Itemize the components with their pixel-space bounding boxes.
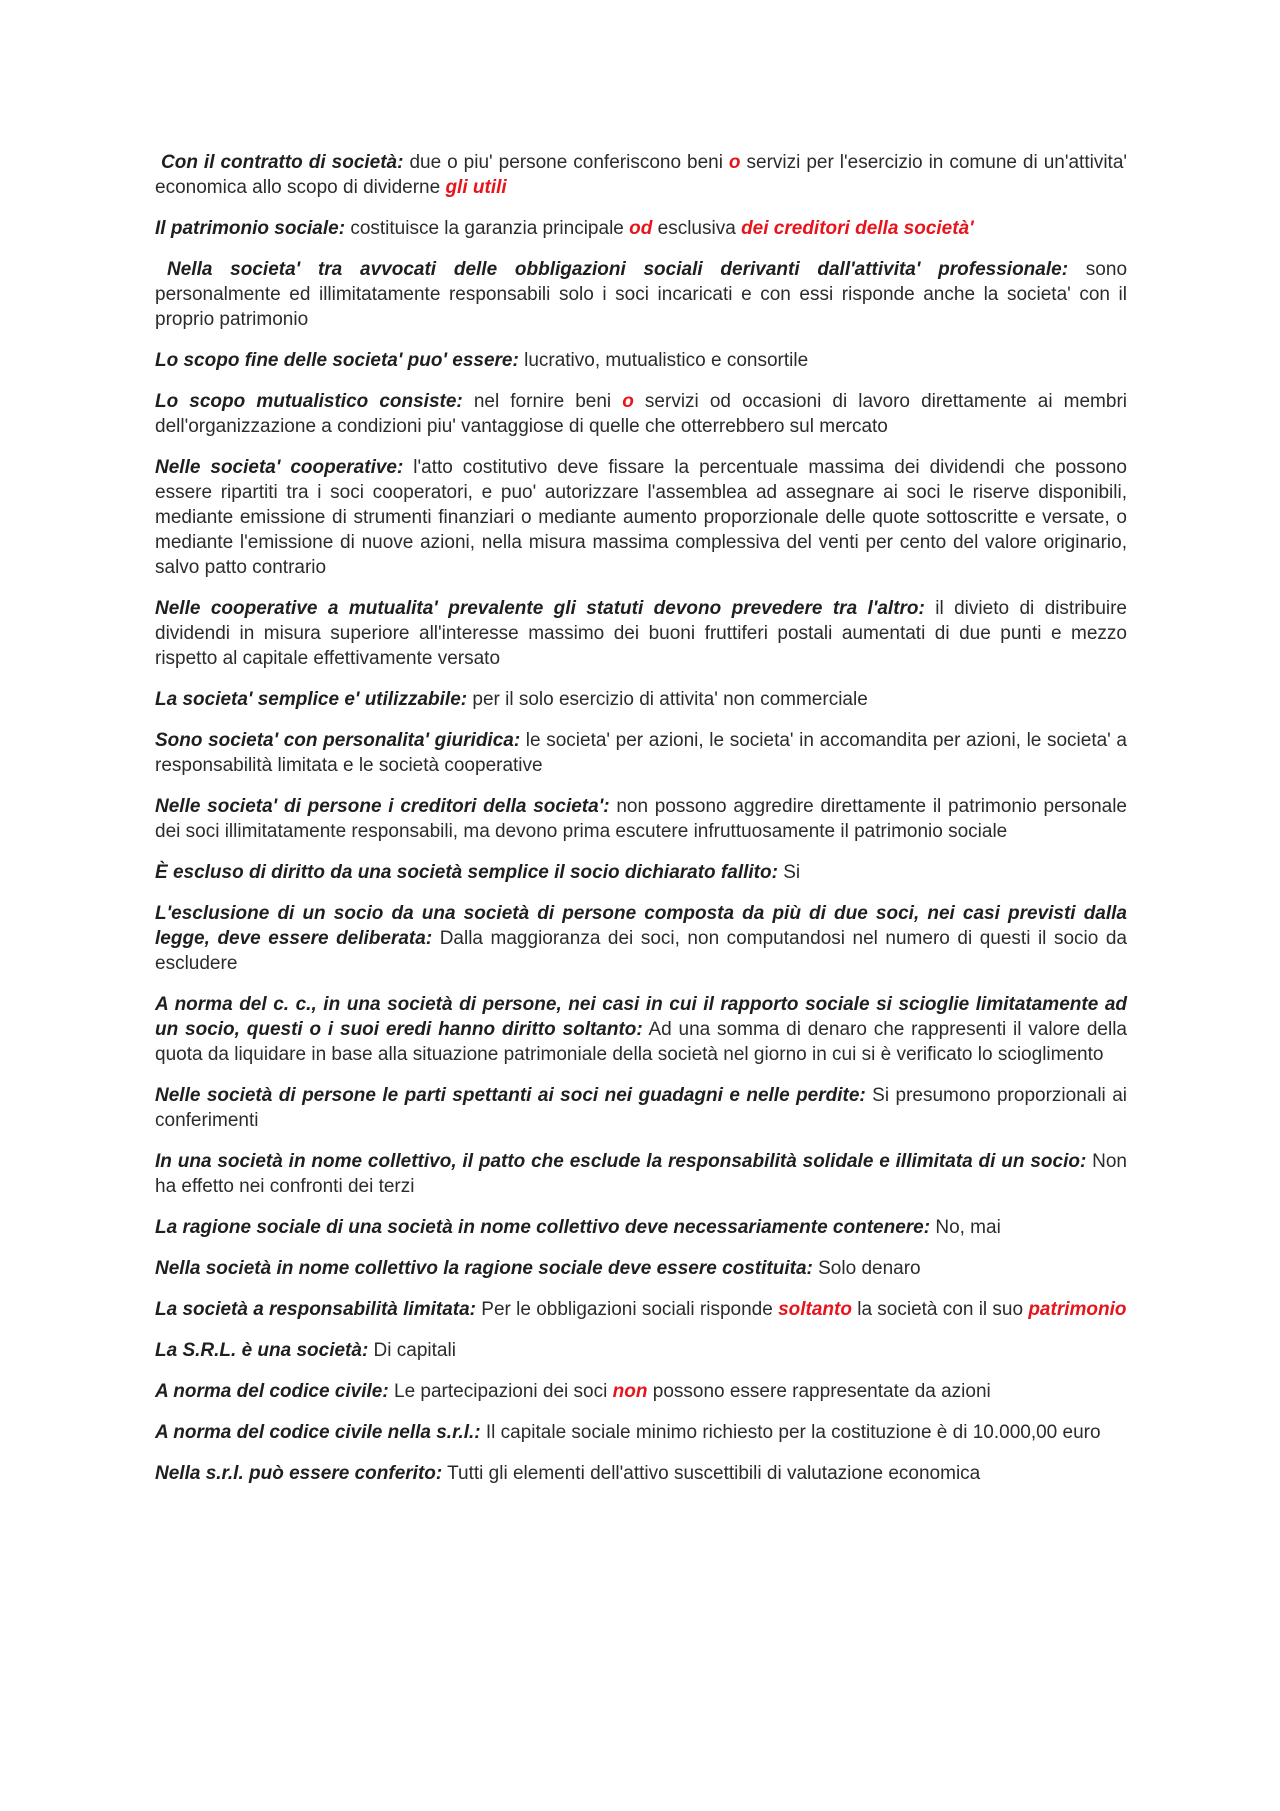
question-label: L'esclusione di un socio da una società di persone composta da più di due soci, nei casi previsti dalla legge, deve essere deliberata: (155, 903, 1127, 949)
question-label: Nelle cooperative a mutualita' prevalente gli statuti devono prevedere tra l'altro: (155, 598, 925, 619)
qa-paragraph (155, 1297, 1127, 1322)
highlighted-keyword: patrimonio (1028, 1299, 1127, 1320)
answer-text: possono essere rappresentate da azioni (647, 1381, 991, 1402)
qa-paragraph (155, 860, 1127, 885)
qa-paragraph (155, 1083, 1127, 1133)
question-label: Nelle società di persone le parti spettanti ai soci nei guadagni e nelle perdite: (155, 1085, 866, 1106)
highlighted-keyword: o (728, 152, 741, 173)
answer-text: lucrativo, mutualistico e consortile (518, 350, 809, 371)
qa-paragraph (155, 1338, 1127, 1363)
qa-paragraph (155, 728, 1127, 778)
qa-paragraph (155, 1461, 1127, 1486)
highlighted-keyword: dei creditori della società' (741, 218, 974, 239)
answer-text: Si presumono proporzionali ai conferimenti (155, 1085, 1127, 1131)
answer-text: No, mai (930, 1217, 1001, 1238)
question-label: Nella società in nome collettivo la ragione sociale deve essere costituita: (155, 1258, 813, 1279)
answer-text: le societa' per azioni, le societa' in accomandita per azioni, le societa' a responsabilità limitata e le società cooperative (155, 730, 1127, 776)
highlighted-keyword: gli utili (445, 177, 507, 198)
question-label: La S.R.L. è una società: (155, 1340, 369, 1361)
question-label: La ragione sociale di una società in nome collettivo deve necessariamente contenere: (155, 1217, 931, 1238)
qa-paragraph (155, 1420, 1127, 1445)
qa-paragraph (155, 1215, 1127, 1240)
qa-paragraph (155, 1256, 1127, 1281)
answer-text: Tutti gli elementi dell'attivo suscettibili di valutazione economica (442, 1463, 981, 1484)
answer-text: nel fornire beni (462, 391, 623, 412)
question-label: A norma del codice civile nella s.r.l.: (155, 1422, 481, 1443)
answer-text: Non ha effetto nei confronti dei terzi (155, 1151, 1127, 1197)
qa-paragraph (155, 389, 1127, 439)
question-label: È escluso di diritto da una società semplice il socio dichiarato fallito: (155, 862, 778, 883)
highlighted-keyword: soltanto (778, 1299, 852, 1320)
question-label: La societa' semplice e' utilizzabile: (155, 689, 468, 710)
highlighted-keyword: od (629, 218, 653, 239)
question-label: In una società in nome collettivo, il patto che esclude la responsabilità solidale e illimitata di un socio: (155, 1151, 1087, 1172)
question-label: Nella s.r.l. può essere conferito: (155, 1463, 443, 1484)
qa-paragraph (155, 455, 1127, 580)
answer-text: Per le obbligazioni sociali risponde (476, 1299, 779, 1320)
qa-paragraph (155, 687, 1127, 712)
question-label: Lo scopo fine delle societa' puo' essere: (155, 350, 519, 371)
question-label: Con il contratto di società: (161, 152, 404, 173)
question-label: Lo scopo mutualistico consiste: (155, 391, 463, 412)
qa-paragraph (155, 257, 1127, 332)
highlighted-keyword: non (612, 1381, 648, 1402)
answer-text: sono personalmente ed illimitatamente responsabili solo i soci incaricati e con essi risponde anche la societa' con il proprio patrimonio (155, 259, 1128, 330)
answer-text: servizi per l'esercizio in comune di un'attivita' economica allo scopo di dividerne (155, 152, 1128, 198)
question-label: Nelle societa' di persone i creditori della societa': (155, 796, 610, 817)
answer-text: due o piu' persone conferiscono beni (403, 152, 729, 173)
qa-paragraph (155, 150, 1127, 200)
question-label: Sono societa' con personalita' giuridica: (155, 730, 521, 751)
answer-text: Dalla maggioranza dei soci, non computandosi nel numero di questi il socio da escludere (155, 928, 1127, 974)
highlighted-keyword: o (622, 391, 634, 412)
qa-paragraph (155, 348, 1127, 373)
qa-paragraph (155, 1379, 1127, 1404)
answer-text: Ad una somma di denaro che rappresenti il valore della quota da liquidare in base alla situazione patrimoniale della società nel giorno in cui si è verificato lo scioglimento (155, 1019, 1127, 1065)
answer-text: Si (777, 862, 801, 883)
document-page (155, 150, 1127, 1502)
qa-paragraph (155, 992, 1127, 1067)
qa-paragraph (155, 216, 1127, 241)
question-label: Il patrimonio sociale: (155, 218, 346, 239)
answer-text: l'atto costitutivo deve fissare la percentuale massima dei dividendi che possono essere ripartiti tra i soci cooperatori, e puo' autorizzare l'assemblea ad assegnare ai soci le riserve disponibili, mediante emissione di strumenti finanziari o mediante aumento proporzionale delle quote sottoscritte e versate, o mediante l'emissione di nuove azioni, nella misura massima complessiva del venti per cento del valore originario, salvo patto contrario (155, 457, 1127, 578)
qa-paragraph (155, 794, 1127, 844)
answer-text: Il capitale sociale minimo richiesto per la costituzione è di 10.000,00 euro (480, 1422, 1101, 1443)
qa-paragraph (155, 901, 1127, 976)
qa-paragraph (155, 596, 1127, 671)
question-label: Nelle societa' cooperative: (155, 457, 404, 478)
answer-text: Le partecipazioni dei soci (388, 1381, 613, 1402)
answer-text: Solo denaro (812, 1258, 921, 1279)
answer-text: costituisce la garanzia principale (345, 218, 630, 239)
question-label: Nella societa' tra avvocati delle obbligazioni sociali derivanti dall'attivita' professionale: (167, 259, 1069, 280)
question-label: A norma del c. c., in una società di persone, nei casi in cui il rapporto sociale si scioglie limitatamente ad un socio, questi o i suoi eredi hanno diritto soltanto: (155, 994, 1127, 1040)
answer-text: Di capitali (368, 1340, 456, 1361)
answer-text: la società con il suo (851, 1299, 1029, 1320)
answer-text: il divieto di distribuire dividendi in misura superiore all'interesse massimo dei buoni fruttiferi postali aumentati di due punti e mezzo rispetto al capitale effettivamente versato (155, 598, 1128, 669)
question-label: La società a responsabilità limitata: (155, 1299, 476, 1320)
question-label: A norma del codice civile: (155, 1381, 389, 1402)
answer-text: esclusiva (652, 218, 742, 239)
answer-text: servizi od occasioni di lavoro direttamente ai membri dell'organizzazione a condizioni piu' vantaggiose di quelle che otterrebbero sul mercato (155, 391, 1127, 437)
answer-text: non possono aggredire direttamente il patrimonio personale dei soci illimitatamente responsabili, ma devono prima escutere infruttuosamente il patrimonio sociale (155, 796, 1127, 842)
answer-text: per il solo esercizio di attivita' non commerciale (467, 689, 868, 710)
qa-paragraph (155, 1149, 1127, 1199)
